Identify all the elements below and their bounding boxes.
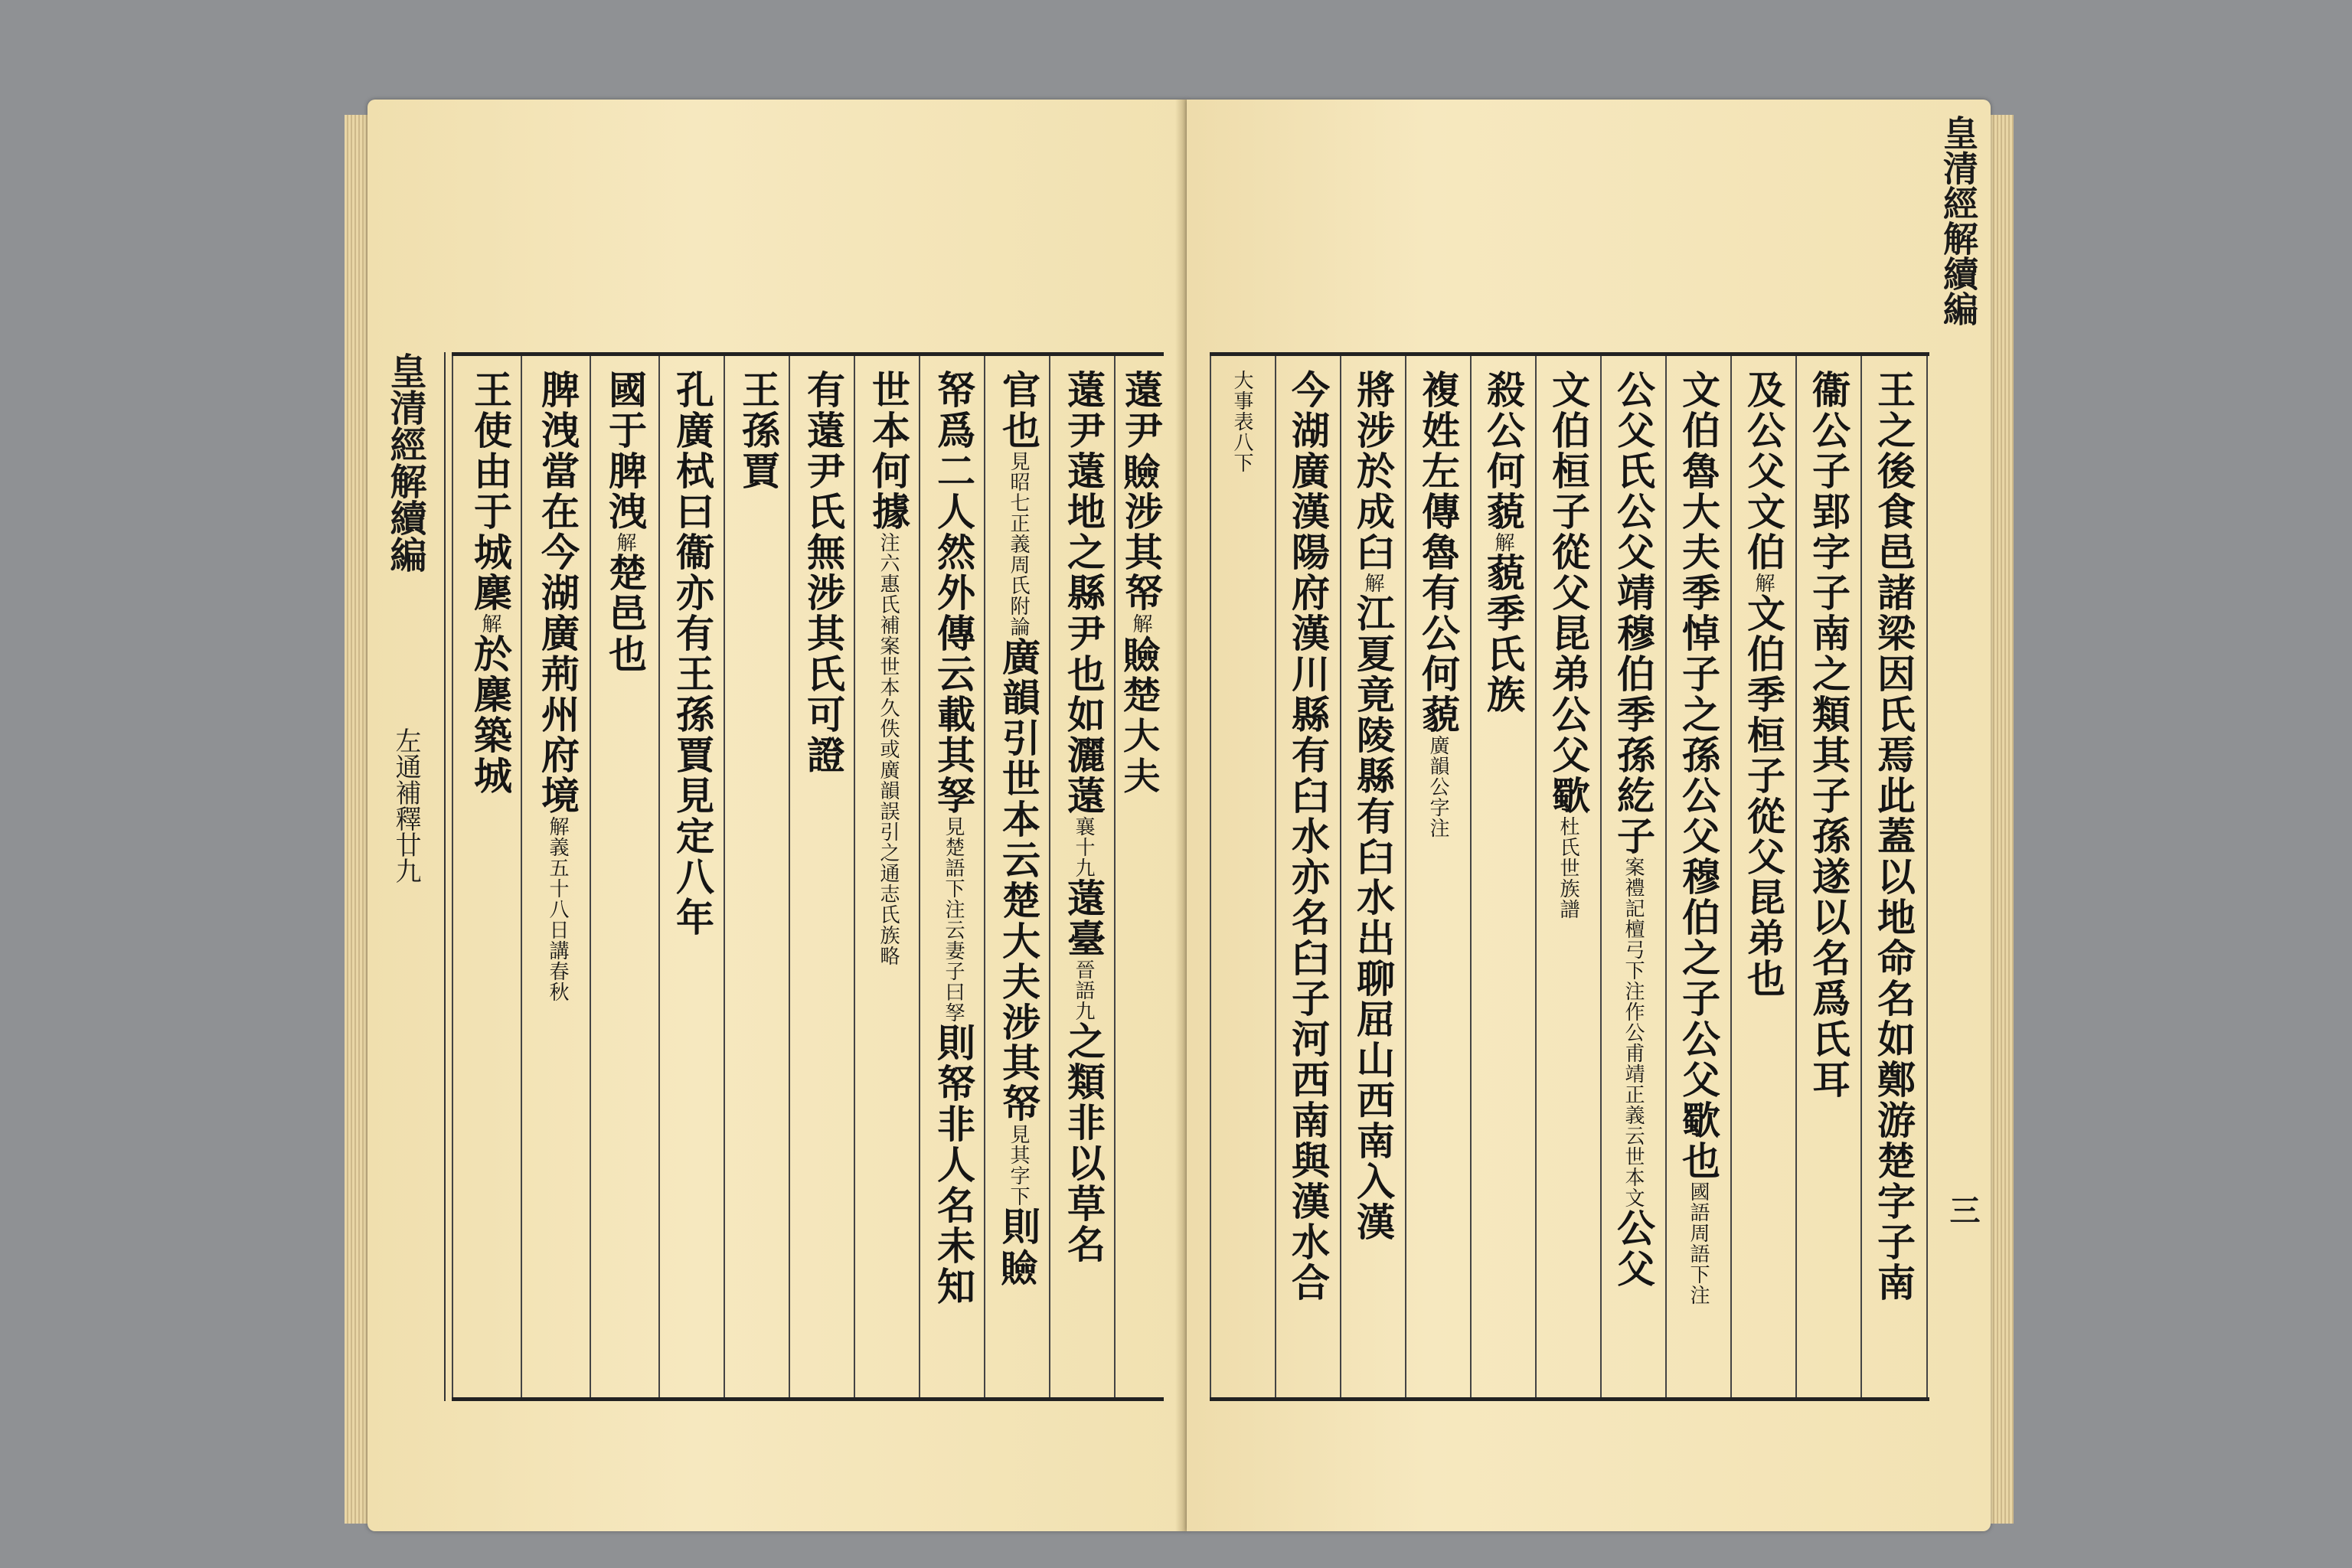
right-col-7: 殺公何藐解藐季氏族 (1481, 370, 1526, 715)
left-col-1: 薳尹𧸘涉其帑解𧸘楚大夫 (1119, 370, 1164, 796)
right-col-6: 文伯桓子從父昆弟公父歜杜氏世族譜 (1546, 370, 1591, 920)
open-book (345, 92, 2014, 1531)
left-page (368, 100, 1187, 1531)
right-col-11: 大事表八下 (1230, 370, 1253, 473)
right-margin-title: 皇清經解續編 (1938, 115, 1979, 326)
left-col-6: 有薳尹氏無涉其氏可證 (801, 370, 846, 776)
left-text-frame (452, 352, 1164, 1401)
right-col-10: 今湖廣漢陽府漢川縣有臼水亦名臼子河西南與漢水合 (1285, 370, 1331, 1303)
left-col-2: 薳尹薳地之縣尹也如灑薳襄十九薳臺晉語九之類非以草名 (1061, 370, 1106, 1265)
right-col-1: 王之後食邑諸梁因氏焉此蓋以地命名如鄭游楚字子南 (1871, 370, 1916, 1303)
right-text-frame (1210, 352, 1929, 1401)
right-col-4: 文伯魯大夫季悼子之孫公父穆伯之子公父歜也國語周語下注 (1676, 370, 1721, 1305)
right-page (1187, 100, 1991, 1531)
right-col-8: 複姓左傳魯有公何藐廣韻公字注 (1416, 370, 1461, 838)
left-margin-rule (444, 352, 446, 1401)
left-margin-section: 左通補釋廿九 (390, 727, 421, 884)
left-col-4: 帑爲二人然外傳云載其孥見楚語下注云妻子曰孥則帑非人名未知 (931, 370, 976, 1307)
right-page-number: 三 (1945, 1194, 1981, 1225)
left-col-9: 國于脾洩解楚邑也 (603, 370, 648, 675)
left-col-5: 世本何據注六惠氏補案世本久佚或廣韻誤引之通志氏族略 (866, 370, 911, 966)
left-col-7: 王孫賈 (736, 370, 781, 492)
right-col-2: 衞公子郢字子南之類其子孫遂以名爲氏耳 (1806, 370, 1851, 1100)
right-col-3: 及公父文伯解文伯季桓子從父昆弟也 (1741, 370, 1786, 999)
left-col-10: 脾洩當在今湖廣荊州府境解義五十八日講春秋 (535, 370, 580, 1002)
left-col-3: 官也見昭七正義周氏附論廣韻引世本云楚大夫涉其帑見其字下則𧸘 (996, 370, 1041, 1288)
left-margin-title: 皇清經解續編 (384, 352, 426, 573)
right-col-5: 公父氏公父靖穆伯季孫紇子案禮記檀弓下注作公甫靖正義云世本文公父 (1611, 370, 1656, 1289)
right-col-9: 將涉於成臼解江夏竟陵縣有臼水出聊屈山西南入漢 (1351, 370, 1396, 1243)
left-col-8: 孔廣栻曰衞亦有王孫賈見定八年 (670, 370, 715, 938)
left-col-11: 王使由于城麇解於麇築城 (468, 370, 513, 796)
